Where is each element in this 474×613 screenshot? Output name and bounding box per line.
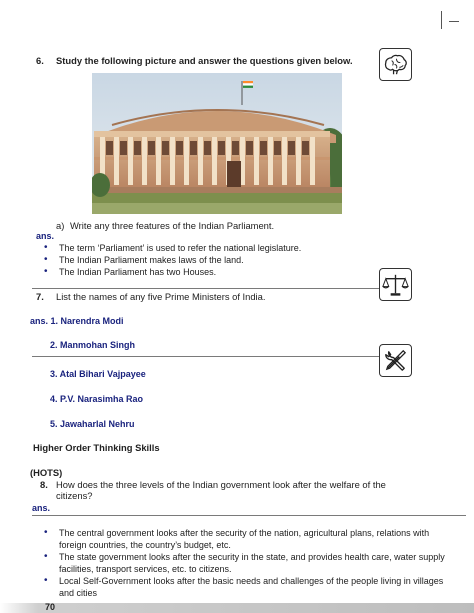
section-rule [32, 356, 379, 357]
question-8-text: How does the three levels of the Indian government look after the welfare of the citizens? [56, 479, 386, 501]
list-item: • The Indian Parliament has two Houses. [44, 266, 374, 278]
pm-answer-4: 4. P.V. Narasimha Rao [50, 394, 144, 404]
pm-answer-2: 2. Manmohan Singh [50, 340, 136, 350]
list-item: • The Indian Parliament makes laws of the land. [44, 254, 374, 266]
question-7-number: 7. [36, 291, 44, 302]
pm-answer-3: 3. Atal Bihari Vajpayee [50, 369, 146, 379]
question-6-text: Study the following picture and answer the questions given below. [56, 55, 353, 66]
footer-bar [0, 603, 474, 613]
q6-answer-list [44, 242, 374, 278]
list-item: • The term ‘Parliament’ is used to refer the national legislature. [44, 242, 374, 254]
brain-icon [379, 48, 412, 81]
question-6-number: 6. [36, 55, 44, 66]
answer-label: ans. [32, 503, 51, 513]
hots-heading: Higher Order Thinking Skills [33, 442, 160, 453]
parliament-photo [92, 73, 342, 214]
question-6a-label: a) [56, 220, 65, 231]
section-rule [32, 288, 379, 289]
question-7-text: List the names of any five Prime Ministers of India. [56, 291, 266, 302]
answer-label: ans. [36, 231, 55, 241]
page-number: 70 [45, 602, 56, 612]
tools-icon [379, 344, 412, 377]
list-item: • The state government looks after the security in the state, and provides health care, water supply facilities, transport services, etc. to citizens. [44, 551, 454, 575]
q8-answer-list [44, 527, 454, 599]
question-8-number: 8. [40, 479, 48, 490]
pm-answer-1: ans. 1. Narendra Modi [30, 316, 124, 326]
corner-mark [441, 11, 442, 29]
scales-icon [379, 268, 412, 301]
list-item: • Local Self-Government looks after the basic needs and challenges of the people living in villages and cities [44, 575, 454, 599]
pm-answer-5: 5. Jawaharlal Nehru [50, 419, 135, 429]
list-item: • The central government looks after the security of the nation, agricultural plans, relations with foreign countries, the country’s budget, etc. [44, 527, 454, 551]
question-6a-text: Write any three features of the Indian Parliament. [70, 220, 275, 231]
hots-tag: (HOTS) [30, 467, 63, 478]
section-rule [32, 515, 466, 516]
corner-mark [449, 21, 459, 22]
